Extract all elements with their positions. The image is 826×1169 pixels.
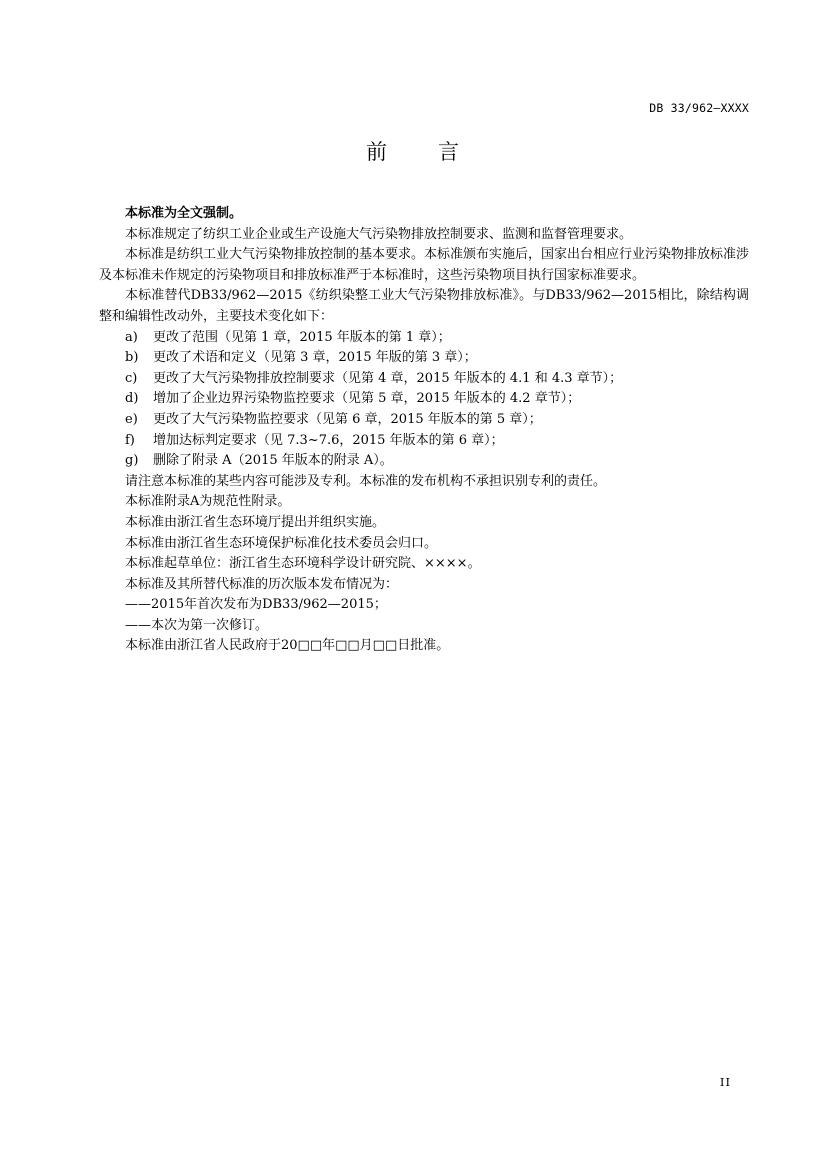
list-marker: f) — [125, 432, 135, 448]
paragraph-basic-requirement: 本标准是纺织工业大气污染物排放控制的基本要求。本标准颁布实施后，国家出台相应行业污染物排放标准涉及本标准未作规定的污染物项目和排放标准严于本标准时，这些污染物项目执行国家标准要求。 — [99, 247, 750, 283]
list-item-text: 更改了范围（见第 1 章，2015 年版本的第 1 章）； — [153, 329, 451, 345]
list-item-text: 增加达标判定要求（见 7.3~7.6，2015 年版本的第 6 章）； — [153, 432, 504, 448]
list-item — [99, 451, 749, 472]
paragraph-approval: 本标准由浙江省人民政府于20□□年□□月□□日批准。 — [125, 638, 450, 654]
list-item — [99, 369, 749, 390]
list-marker: e) — [125, 411, 138, 427]
list-item — [99, 389, 749, 410]
list-marker: a) — [125, 329, 138, 345]
page-number: II — [719, 1075, 731, 1089]
title-char-1: 前 — [366, 140, 388, 164]
document-code: DB 33/962—XXXX — [649, 101, 749, 115]
list-item-text: 更改了术语和定义（见第 3 章，2015 年版的第 3 章）； — [153, 350, 477, 366]
paragraph-history-intro: 本标准及其所替代标准的历次版本发布情况为： — [125, 576, 399, 592]
paragraph-appendix: 本标准附录A为规范性附录。 — [125, 494, 291, 510]
page-title — [0, 136, 826, 166]
paragraph-scope: 本标准规定了纺织工业企业或生产设施大气污染物排放控制要求、监测和监督管理要求。 — [125, 226, 633, 242]
list-item — [99, 348, 749, 369]
list-item — [99, 431, 749, 452]
list-marker: b) — [125, 350, 139, 366]
mandatory-statement: 本标准为全文强制。 — [125, 206, 243, 221]
title-char-2: 言 — [438, 140, 460, 164]
list-marker: c) — [125, 370, 138, 386]
paragraph-committee: 本标准由浙江省生态环境保护标准化技术委员会归口。 — [125, 535, 438, 551]
list-marker: g) — [125, 453, 139, 469]
paragraph-history-2015: ——2015年首次发布为DB33/962—2015； — [125, 597, 387, 613]
list-item-text: 删除了附录 A（2015 年版本的附录 A）。 — [153, 453, 393, 469]
list-item-text: 更改了大气污染物排放控制要求（见第 4 章，2015 年版本的 4.1 和 4.3 章节）； — [153, 370, 623, 386]
preface-body — [99, 204, 749, 657]
paragraph-drafting-unit: 本标准起草单位：浙江省生态环境科学设计研究院、××××。 — [125, 556, 481, 572]
list-item — [99, 410, 749, 431]
paragraph-patent-notice: 请注意本标准的某些内容可能涉及专利。本标准的发布机构不承担识别专利的责任。 — [125, 473, 607, 489]
paragraph-history-current: ——本次为第一次修订。 — [125, 617, 269, 633]
list-item-text: 增加了企业边界污染物监控要求（见第 5 章，2015 年版本的 4.2 章节）； — [153, 391, 581, 407]
paragraph-replacement: 本标准替代DB33/962—2015《纺织染整工业大气污染物排放标准》。与DB33/962—2015相比，除结构调整和编辑性改动外，主要技术变化如下： — [99, 288, 749, 324]
list-item — [99, 328, 749, 349]
paragraph-proposer: 本标准由浙江省生态环境厅提出并组织实施。 — [125, 514, 386, 530]
list-item-text: 更改了大气污染物监控要求（见第 6 章，2015 年版本的第 5 章）； — [153, 411, 542, 427]
list-marker: d) — [125, 391, 139, 407]
